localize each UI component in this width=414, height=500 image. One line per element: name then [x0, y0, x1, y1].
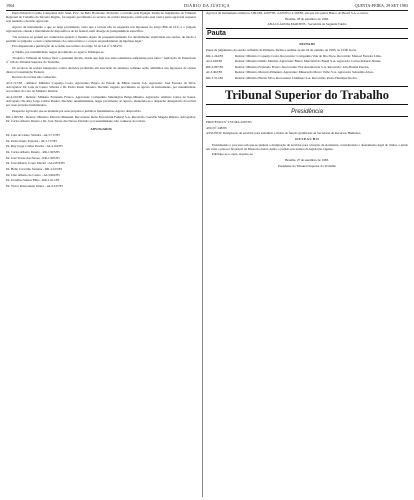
left-paragraph: Os recursos de revista interpostos contra decisões proferidas em execução de sentença somente serão admitidos nas hipóteses de ofensa direta à Constituição Federal.: [6, 65, 196, 74]
left-paragraph: Fica dispensada a publicação do acórdão nos termos do artigo 52 da Lei nº 5.584/70.: [12, 44, 123, 49]
advogado-line: Dr. José Alberto Couto Maciel - AI-2.874/83: [6, 161, 65, 166]
advogado-line: Dr. Pedro Paulo Teixeira - AI-3.717/83: [6, 138, 57, 143]
pauta-entry-text: Relator: Ministro Barata Silva. Recorrente: Usiminas S.A. Recorrido: Pedro Henrique Rocha.: [235, 75, 358, 80]
right-paragraph: Agravos de Instrumento números 3.891/83, 4.007/83, 4.225/83 e 4.318/83, em que são partes Banco do Brasil S.A. e outros.: [206, 11, 369, 15]
left-paragraph: Agravo de instrumento a que se nega provimento, visto que a revista não se enquadra nas hipóteses do artigo 896 da CLT, e o julgado regional não ofende a literalidade de dispositivos de lei federal, nem diverge de jurisprudência específica.: [6, 24, 196, 33]
advogado-line: Dr. Ruy Jorge Caldas Pereira - AI-4.102/83: [6, 144, 63, 149]
pauta-entry-text: Relator: Ministro Fernando Franco. Recorrente: Fiat Automóveis S.A. Recorrido: João Batista Pereira.: [235, 64, 370, 69]
despacho-place-date: Brasília, 27 de setembro de 1983.: [285, 158, 329, 163]
issue-date: QUINTA-FEIRA, 29 SET 1983: [354, 3, 408, 8]
advogado-line: Dr. Hélio Carvalho Santana - RR-2.015/83: [6, 167, 62, 172]
journal-header: [6, 2, 408, 11]
advogados-heading: ADVOGADOS: [90, 127, 112, 132]
left-paragraph: AI-4.102/83 - Relator: Ministro Fernando Franco. Agravante: Companhia Siderúrgica Belgo-Mineira. Agravado: Antônio Carlos de Souza. Advogado: Dr. Ruy Jorge Caldas Pereira. Decisão: unanimemente, negar provimento ao agravo, mantendo-se o despacho denegatório da revista por seus próprios fundamentos.: [6, 94, 196, 108]
left-column: [6, 11, 196, 190]
advogado-line: Dr. José Torres das Neves - RR-1.905/83: [6, 155, 60, 160]
column-divider: [202, 11, 203, 497]
right-column: [206, 11, 408, 170]
left-paragraph: Paulo Eduardo Coelho Campolina Adv. Sind. Proc. de Belo Horizonte. Proferido o acórdão pela Egrégia Turma de Julgamento do Tribunal Regional do Trabalho da Terceira Região, foi negado provimento ao recurso de revista interposto, razão pela qual vem a parte agravada requerer seja mantida a decisão agravada.: [6, 11, 196, 24]
advogado-line: Dr. Luiz de Castro Silveira - AI-3.717/83: [6, 132, 60, 137]
presidencia-line: PROCESSO Nº TST-MA-0187/83: [206, 119, 252, 124]
presidencia-heading: Presidência: [206, 107, 408, 117]
advogado-line: Dr. Lino Alberto de Castro - AI-3.902/83: [6, 172, 60, 177]
advogado-line: Dr. Victor Russomano Júnior - AI-4.337/83: [6, 184, 63, 189]
pauta-entry: [206, 65, 408, 69]
despacho-paragraph: Examinando o processo em que se pleiteia a designação de servidor para a função de Assistente, considerando o afastamento legal do titular, e tendo em vista o parecer favorável da Diretoria-Geral, defiro o pedido nos termos da legislação vigente.: [206, 142, 408, 151]
left-paragraph: "Poderá o Tribunal de Justiça fixar o quantum devido, desde que haja nos autos elementos suficientes para tanto." Aplicação do Enunciado nº 126 do Tribunal Superior do Trabalho.: [6, 55, 196, 64]
despacho-heading: D E S P A C H O: [295, 136, 319, 141]
left-paragraph: Despacho agravado que se mantém por seus próprios e jurídicos fundamentos. Agravo desprovido.: [12, 108, 142, 113]
pauta-entry-key: AI-3.402/83: [206, 70, 223, 75]
presidencia-line: ATO Nº 248/83: [206, 125, 227, 130]
pauta-entry: [206, 76, 408, 80]
advogado-line: Dr. Carlos Alberto Duarte - RR-1.905/83: [6, 150, 60, 155]
left-paragraph: A Turma, por unanimidade, negou provimento ao agravo. Publique-se.: [12, 50, 105, 55]
journal-title: DIÁRIO DA JUSTIÇA: [183, 3, 231, 8]
pauta-subheading: PAUTA III: [299, 42, 315, 47]
page-number: 1904: [6, 3, 15, 8]
right-place-date: Brasília, 28 de setembro de 1983.: [285, 16, 329, 21]
pauta-entry-key: AI-2.918/83: [206, 59, 223, 64]
left-paragraph: "Os recursos só podem ser conhecidos quando a matéria objeto de prequestionamento for devidamente explicitada nas razões, de modo a permitir ao julgador o exato conhecimento da controvérsia e o correto enquadramento da hipótese legal.": [6, 34, 196, 43]
pauta-entry-text: Relator: Ministro Ildélio Martins. Agravante: Banco Mercantil do Brasil S.A. Agravado: Carlos Roberto Nunes.: [235, 59, 382, 64]
pauta-entry: [206, 70, 408, 74]
presidencia-line: ASSUNTO: Designação de servidor para substituir o titular de função gratificada da Secretaria de Recursos Humanos.: [206, 131, 362, 136]
pauta-entry-key: RR-1.244/83: [206, 53, 224, 58]
pauta-entry: [206, 54, 408, 58]
pauta-heading: Pauta: [207, 30, 226, 38]
right-signature: ANA CLÁUDIA MARTINS - Secretária da Segunda Turma: [267, 22, 347, 27]
pauta-section-header: [206, 28, 408, 39]
advogado-line: Dr. Ursulino Santos Filho - RR-1.611/83: [6, 178, 60, 183]
tribunal-title: Tribunal Superior do Trabalho: [206, 86, 408, 105]
pauta-entry-text: Relator: Ministro Marcelo Pimentel. Agravante: Mineração Morro Velho S.A. Agravado: Sebastião Alves.: [235, 70, 374, 75]
pauta-entry-text: Relator: Ministro Coqueijo Costa. Recorrente: Companhia Vale do Rio Doce. Recorrido: Manoel Ferreira Lima.: [235, 53, 382, 58]
left-paragraph: AI-3.717/83 - Relator: Ministro Coqueijo Costa. Agravante: Banco do Estado de Minas Gerais S.A. Agravado: José Ferreira da Silva. Advogados: Dr. Luiz de Castro Silveira e Dr. Pedro Paulo Teixeira. Decisão: negado provimento ao agravo de instrumento, por unanimidade, nos termos do voto do Ministro Relator.: [6, 81, 196, 94]
pauta-entry-key: RR-3.551/83: [206, 75, 224, 80]
pauta-entry: [206, 59, 408, 63]
left-paragraph: Recurso de revista não conhecido.: [12, 75, 57, 80]
pauta-intro: Pauta de julgamento da sessão ordinária da Primeira Turma a realizar-se em 04 de outubro de 1983, às 13:00 horas.: [206, 48, 357, 53]
despacho-signature: Presidente do Tribunal Superior do Trabalho: [277, 164, 337, 169]
left-paragraph: RR-1.905/83 - Relator: Ministro Marcelo Pimentel. Recorrente: Rede Ferroviária Federal S.A. Recorrido: Geraldo Magela Ribeiro. Advogados: Dr. Carlos Alberto Duarte e Dr. José Torres das Neves. Decisão: por unanimidade, não conhecer da revista.: [6, 114, 196, 123]
despacho-paragraph: Publique-se e, após, arquive-se.: [212, 152, 254, 157]
pauta-entry-key: RR-3.067/83: [206, 64, 224, 69]
